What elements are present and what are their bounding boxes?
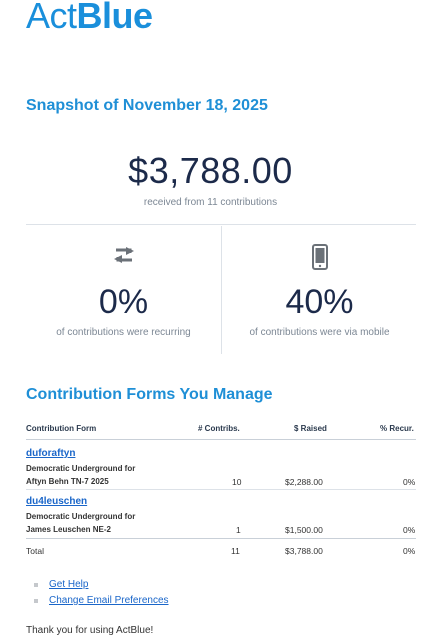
- header-raised: $ Raised: [294, 424, 327, 433]
- form-desc: James Leuschen NE-2: [26, 525, 111, 534]
- total-amount: $3,788.00: [128, 150, 293, 191]
- recur-cell: 0%: [403, 477, 416, 487]
- total-contribs: 11: [231, 546, 240, 556]
- actblue-logo: [26, 0, 153, 36]
- raised-cell: $2,288.00: [285, 477, 323, 487]
- contribs-cell: 1: [236, 525, 241, 535]
- mobile-percent: 40%: [285, 283, 354, 321]
- stats-divider: [26, 224, 416, 225]
- email-preferences-link[interactable]: Change Email Preferences: [49, 595, 169, 606]
- recurring-caption: of contributions were recurring: [56, 327, 191, 338]
- form-desc: Democratic Underground for: [26, 512, 136, 521]
- mobile-phone-icon: [312, 244, 328, 275]
- logo-act: Act: [26, 0, 77, 36]
- recur-cell: 0%: [403, 525, 416, 535]
- form-desc: Democratic Underground for: [26, 464, 136, 473]
- form-desc: Aftyn Behn TN-7 2025: [26, 477, 109, 486]
- contribs-cell: 10: [232, 477, 242, 487]
- header-recur: % Recur.: [380, 424, 414, 433]
- snapshot-title: Snapshot of November 18, 2025: [26, 97, 268, 114]
- header-form: Contribution Form: [26, 424, 97, 433]
- recurring-percent: 0%: [98, 283, 149, 321]
- total-recur: 0%: [403, 546, 416, 556]
- total-raised: $3,788.00: [285, 546, 323, 556]
- logo-blue: Blue: [76, 0, 153, 36]
- recurring-icon: [111, 244, 137, 271]
- form-link[interactable]: du4leuschen: [26, 496, 88, 507]
- header-contribs: # Contribs.: [198, 424, 240, 433]
- mobile-caption: of contributions were via mobile: [249, 327, 390, 338]
- raised-cell: $1,500.00: [285, 525, 323, 535]
- bullet-icon: [34, 599, 38, 603]
- bullet-icon: [34, 583, 38, 587]
- form-link[interactable]: duforaftyn: [26, 448, 76, 459]
- row-divider: [26, 538, 416, 539]
- total-label: Total: [26, 546, 44, 556]
- thank-you-message: Thank you for using ActBlue!: [26, 625, 154, 636]
- row-divider: [26, 489, 416, 490]
- header-divider: [26, 439, 416, 440]
- amount-subtitle: received from 11 contributions: [143, 197, 278, 208]
- forms-title: Contribution Forms You Manage: [26, 386, 273, 403]
- get-help-link[interactable]: Get Help: [49, 579, 89, 590]
